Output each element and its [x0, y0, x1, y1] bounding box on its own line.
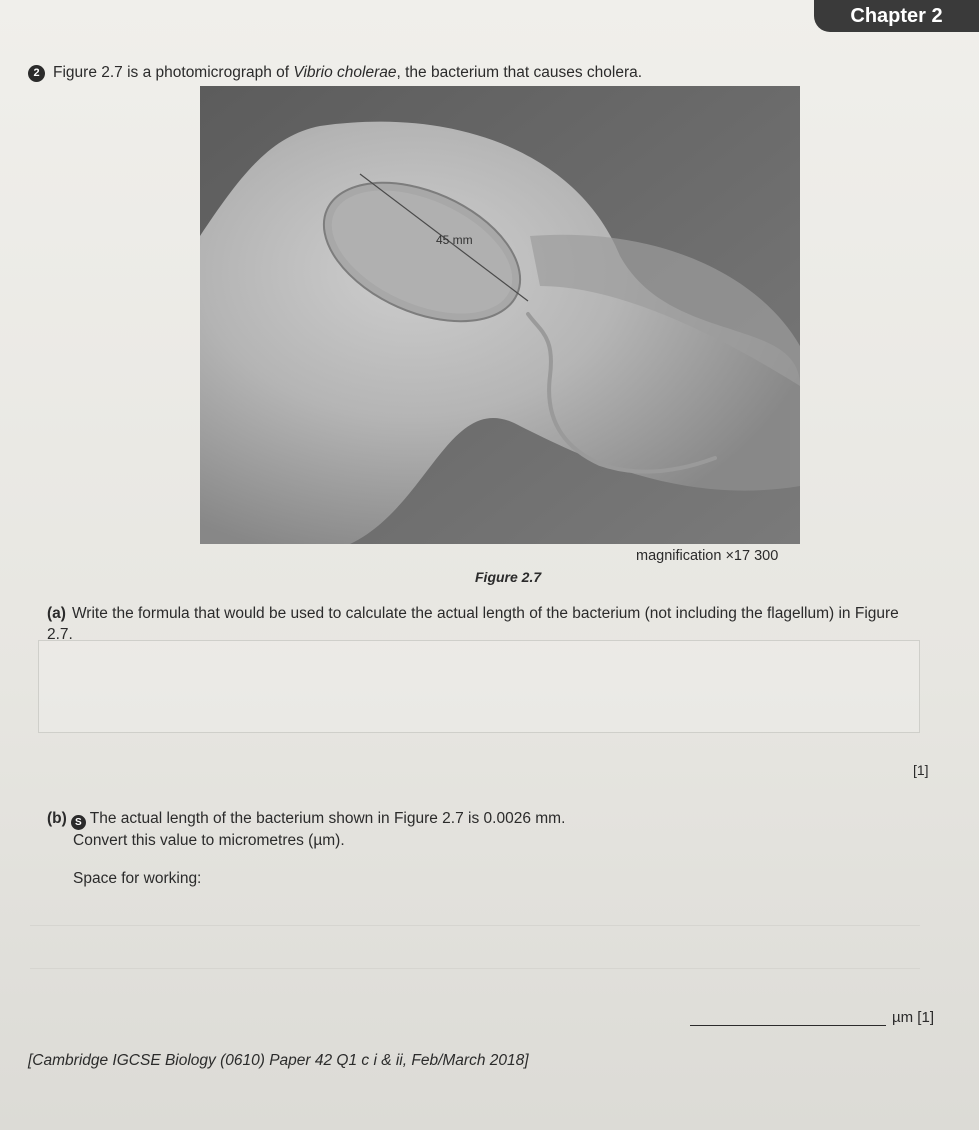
- part-a-marks: [1]: [913, 762, 929, 778]
- part-b-label: (b): [47, 810, 67, 827]
- skill-badge-icon: S: [71, 815, 86, 830]
- part-b-answer-field[interactable]: [690, 1010, 886, 1026]
- photomicrograph: [200, 86, 800, 544]
- part-a-label: (a): [47, 605, 66, 622]
- part-b-convert-text: Convert this value to micrometres (µm).: [73, 832, 345, 849]
- question-number-badge: 2: [28, 65, 45, 82]
- part-b-text: The actual length of the bacterium shown in Figure 2.7 is 0.0026 mm.: [89, 810, 566, 827]
- part-a-question: [47, 603, 927, 645]
- part-a-text: Write the formula that would be used to calculate the actual length of the bacterium (not including the flagellum) in Figure 2.7.: [47, 605, 899, 643]
- question-intro: [28, 64, 642, 82]
- part-b-answer-unit: µm [1]: [892, 1009, 934, 1026]
- measurement-label: 45 mm: [436, 233, 473, 247]
- part-a-answer-box[interactable]: [38, 640, 920, 733]
- part-b-question: [47, 808, 927, 851]
- divider: [30, 968, 920, 969]
- bacterium-image: [200, 86, 800, 544]
- figure-caption: Figure 2.7: [475, 569, 542, 585]
- magnification-label: magnification ×17 300: [636, 548, 779, 564]
- species-name: Vibrio cholerae: [293, 64, 397, 81]
- chapter-tab: [814, 0, 979, 32]
- chapter-label: Chapter 2: [850, 4, 943, 27]
- working-space-label: Space for working:: [73, 870, 202, 887]
- divider: [30, 925, 920, 926]
- source-citation: [Cambridge IGCSE Biology (0610) Paper 42 Q1 c i & ii, Feb/March 2018]: [28, 1052, 529, 1069]
- part-b-answer-row: [690, 1009, 934, 1026]
- question-intro-text: Figure 2.7 is a photomicrograph of Vibrio cholerae, the bacterium that causes cholera.: [53, 64, 643, 81]
